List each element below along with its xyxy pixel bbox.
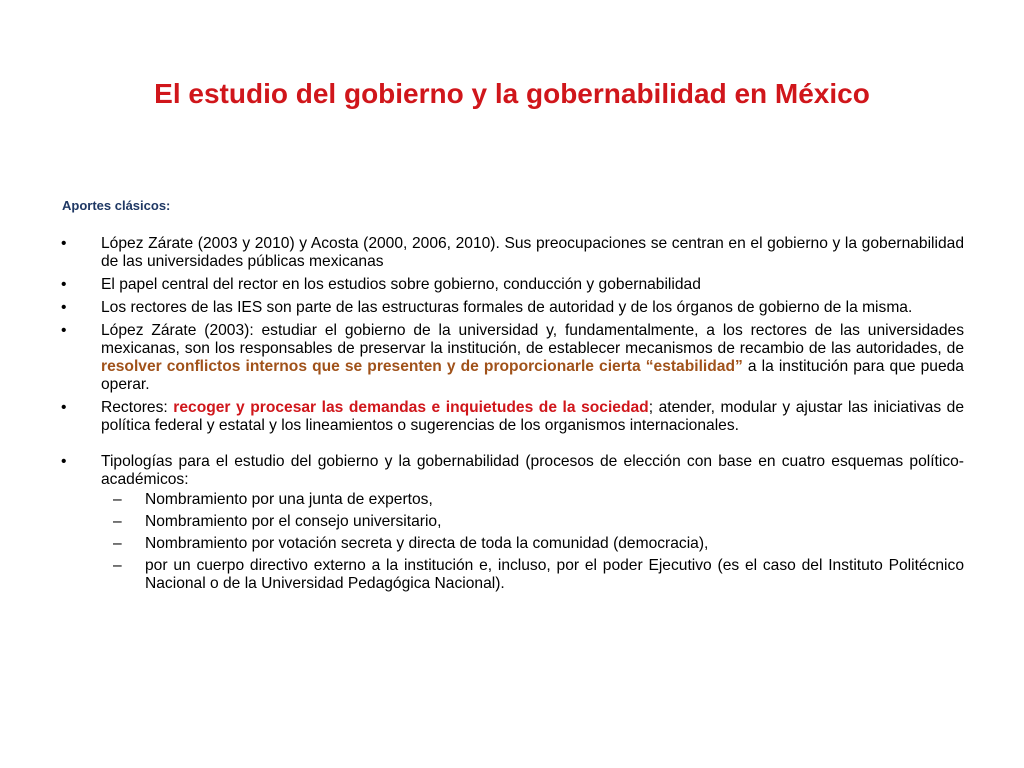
bullet-list [60, 235, 964, 593]
slide-content [60, 197, 964, 598]
highlighted-text: resolver conflictos internos que se presenten y de proporcionarle cierta “estabilidad” [101, 358, 743, 375]
bullet-icon: • [61, 399, 67, 416]
bullet-text-after: a la institución para que pueda operar. [101, 358, 964, 393]
bullet-text-before: López Zárate (2003): estudiar el gobierno de la universidad y, fundamentalmente, a los rectores de las universidades mexicanas, son los responsables de preservar la institución, de establecer mecanismos de recambio de las autoridades, de [101, 322, 964, 357]
bullet-item-6 [60, 453, 964, 593]
sub-item-text: Nombramiento por votación secreta y directa de toda la comunidad (democracia), [145, 535, 709, 552]
bullet-icon: • [61, 322, 67, 339]
bullet-item-4 [60, 322, 964, 394]
dash-icon: – [113, 513, 122, 530]
bullet-icon: • [61, 235, 67, 252]
bullet-icon: • [61, 276, 67, 293]
bullet-icon: • [61, 299, 67, 316]
bullet-item-2 [60, 276, 964, 294]
bullet-text-after: ; atender, modular y ajustar las iniciativas de política federal y estatal y los lineamientos o sugerencias de los organismos internacionales. [101, 399, 964, 434]
bullet-text: López Zárate (2003 y 2010) y Acosta (2000, 2006, 2010). Sus preocupaciones se centran en el gobierno y la gobernabilidad de las universidades públicas mexicanas [101, 235, 964, 270]
sub-item-text: Nombramiento por una junta de expertos, [145, 491, 433, 508]
sub-item-text: por un cuerpo directivo externo a la institución e, incluso, por el poder Ejecutivo (es el caso del Instituto Politécnico Nacional o de la Universidad Pedagógica Nacional). [145, 557, 964, 592]
dash-icon: – [113, 535, 122, 552]
sub-item-1 [60, 491, 964, 509]
bullet-text: Tipologías para el estudio del gobierno y la gobernabilidad (procesos de elección con base en cuatro esquemas político-académicos: [101, 453, 964, 488]
dash-icon: – [113, 491, 122, 508]
bullet-text: El papel central del rector en los estudios sobre gobierno, conducción y gobernabilidad [101, 276, 701, 293]
sub-item-2 [60, 513, 964, 531]
sub-list [101, 491, 964, 593]
bullet-item-1 [60, 235, 964, 271]
section-subtitle: Aportes clásicos: [62, 198, 171, 213]
bullet-text: Los rectores de las IES son parte de las estructuras formales de autoridad y de los órganos de gobierno de la misma. [101, 299, 913, 316]
bullet-item-3 [60, 299, 964, 317]
bullet-icon: • [61, 453, 67, 470]
slide-title: El estudio del gobierno y la gobernabilidad en México [154, 78, 870, 109]
sub-item-3 [60, 535, 964, 553]
sub-item-4 [60, 557, 964, 593]
bullet-text-before: Rectores: [101, 399, 174, 416]
bullet-item-5 [60, 399, 964, 435]
highlighted-text: recoger y procesar las demandas e inquietudes de la sociedad [173, 399, 649, 416]
sub-item-text: Nombramiento por el consejo universitario, [145, 513, 442, 530]
dash-icon: – [113, 557, 122, 574]
